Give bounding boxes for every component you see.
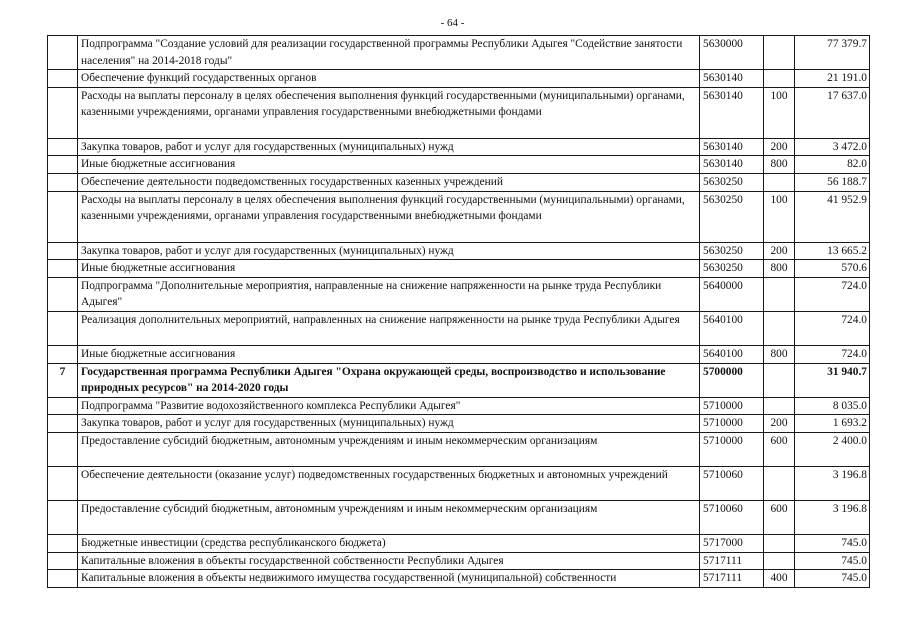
item-name-cell: Обеспечение деятельности подведомственных государственных казенных учреждений <box>78 173 700 191</box>
target-code-cell: 5717111 <box>700 552 764 570</box>
item-name-cell: Иные бюджетные ассигнования <box>78 260 700 278</box>
expense-type-cell <box>764 277 795 311</box>
target-code-cell: 5717000 <box>700 534 764 552</box>
expense-type-cell: 200 <box>764 242 795 260</box>
target-code-cell: 5640100 <box>700 311 764 345</box>
table-row <box>48 70 870 88</box>
amount-cell: 570.6 <box>795 260 870 278</box>
table-row <box>48 138 870 156</box>
row-number-cell <box>48 415 78 433</box>
table-row <box>48 156 870 174</box>
item-name-cell: Обеспечение функций государственных органов <box>78 70 700 88</box>
amount-cell: 2 400.0 <box>795 432 870 466</box>
item-name-cell: Расходы на выплаты персоналу в целях обеспечения выполнения функций государственными (муниципальными) органами, казенными учреждениями, органами управления государственными внебюджетными фондами <box>78 87 700 138</box>
expense-type-cell <box>764 397 795 415</box>
table-row <box>48 432 870 466</box>
expense-type-cell: 200 <box>764 138 795 156</box>
row-number-cell <box>48 466 78 500</box>
row-number-cell <box>48 173 78 191</box>
expense-type-cell <box>764 363 795 397</box>
row-number-cell <box>48 156 78 174</box>
item-name-cell: Реализация дополнительных мероприятий, направленных на снижение напряженности на рынке труда Республики Адыгея <box>78 311 700 345</box>
target-code-cell: 5710000 <box>700 397 764 415</box>
target-code-cell: 5630000 <box>700 36 764 70</box>
target-code-cell: 5640100 <box>700 345 764 363</box>
row-number-cell <box>48 70 78 88</box>
item-name-cell: Подпрограмма "Развитие водохозяйственного комплекса Республики Адыгея" <box>78 397 700 415</box>
row-number-cell <box>48 191 78 242</box>
row-number-cell <box>48 242 78 260</box>
row-number-cell <box>48 260 78 278</box>
amount-cell: 3 472.0 <box>795 138 870 156</box>
row-number-cell <box>48 432 78 466</box>
table-row <box>48 570 870 588</box>
target-code-cell: 5630250 <box>700 191 764 242</box>
target-code-cell: 5630140 <box>700 156 764 174</box>
amount-cell: 724.0 <box>795 277 870 311</box>
amount-cell: 724.0 <box>795 345 870 363</box>
expense-type-cell <box>764 534 795 552</box>
expense-type-cell <box>764 36 795 70</box>
expense-type-cell: 800 <box>764 345 795 363</box>
table-row <box>48 466 870 500</box>
table-row <box>48 311 870 345</box>
table-row <box>48 363 870 397</box>
expense-type-cell: 100 <box>764 191 795 242</box>
table-row <box>48 191 870 242</box>
row-number-cell <box>48 311 78 345</box>
budget-table-body <box>48 36 870 588</box>
row-number-cell <box>48 138 78 156</box>
amount-cell: 56 188.7 <box>795 173 870 191</box>
expense-type-cell <box>764 70 795 88</box>
item-name-cell: Иные бюджетные ассигнования <box>78 345 700 363</box>
table-row <box>48 277 870 311</box>
target-code-cell: 5710060 <box>700 466 764 500</box>
item-name-cell: Подпрограмма "Создание условий для реализации государственной программы Республики Адыгея "Содействие занятости населения" на 2014-2018 годы" <box>78 36 700 70</box>
table-row <box>48 242 870 260</box>
target-code-cell: 5630250 <box>700 242 764 260</box>
table-row <box>48 87 870 138</box>
row-number-cell <box>48 570 78 588</box>
expense-type-cell <box>764 552 795 570</box>
expense-type-cell: 800 <box>764 260 795 278</box>
target-code-cell: 5717111 <box>700 570 764 588</box>
expense-type-cell: 200 <box>764 415 795 433</box>
item-name-cell: Предоставление субсидий бюджетным, автономным учреждениям и иным некоммерческим организациям <box>78 500 700 534</box>
amount-cell: 745.0 <box>795 534 870 552</box>
expense-type-cell: 800 <box>764 156 795 174</box>
item-name-cell: Закупка товаров, работ и услуг для государственных (муниципальных) нужд <box>78 242 700 260</box>
table-row <box>48 173 870 191</box>
row-number-cell <box>48 277 78 311</box>
target-code-cell: 5630250 <box>700 173 764 191</box>
item-name-cell: Закупка товаров, работ и услуг для государственных (муниципальных) нужд <box>78 138 700 156</box>
target-code-cell: 5710000 <box>700 415 764 433</box>
amount-cell: 13 665.2 <box>795 242 870 260</box>
table-row <box>48 260 870 278</box>
row-number-cell <box>48 534 78 552</box>
expense-type-cell: 100 <box>764 87 795 138</box>
item-name-cell: Расходы на выплаты персоналу в целях обеспечения выполнения функций государственными (муниципальными) органами, казенными учреждениями, органами управления государственными внебюджетными фондами <box>78 191 700 242</box>
amount-cell: 21 191.0 <box>795 70 870 88</box>
expense-type-cell <box>764 311 795 345</box>
item-name-cell: Подпрограмма "Дополнительные мероприятия, направленные на снижение напряженности на рынке труда Республики Адыгея" <box>78 277 700 311</box>
target-code-cell: 5710000 <box>700 432 764 466</box>
row-number-cell <box>48 36 78 70</box>
target-code-cell: 5630250 <box>700 260 764 278</box>
page-number: - 64 - <box>440 17 465 29</box>
row-number-cell <box>48 397 78 415</box>
budget-table <box>47 35 870 588</box>
amount-cell: 41 952.9 <box>795 191 870 242</box>
expense-type-cell <box>764 173 795 191</box>
expense-type-cell: 600 <box>764 432 795 466</box>
target-code-cell: 5630140 <box>700 138 764 156</box>
amount-cell: 3 196.8 <box>795 466 870 500</box>
amount-cell: 745.0 <box>795 570 870 588</box>
item-name-cell: Капитальные вложения в объекты государственной собственности Республики Адыгея <box>78 552 700 570</box>
item-name-cell: Капитальные вложения в объекты недвижимого имущества государственной (муниципальной) собственности <box>78 570 700 588</box>
row-number-cell <box>48 500 78 534</box>
table-row <box>48 36 870 70</box>
amount-cell: 82.0 <box>795 156 870 174</box>
target-code-cell: 5630140 <box>700 70 764 88</box>
amount-cell: 77 379.7 <box>795 36 870 70</box>
amount-cell: 745.0 <box>795 552 870 570</box>
target-code-cell: 5710060 <box>700 500 764 534</box>
amount-cell: 3 196.8 <box>795 500 870 534</box>
amount-cell: 1 693.2 <box>795 415 870 433</box>
table-row <box>48 397 870 415</box>
table-row <box>48 552 870 570</box>
table-row <box>48 500 870 534</box>
item-name-cell: Иные бюджетные ассигнования <box>78 156 700 174</box>
amount-cell: 17 637.0 <box>795 87 870 138</box>
row-number-cell <box>48 345 78 363</box>
row-number-cell <box>48 552 78 570</box>
amount-cell: 31 940.7 <box>795 363 870 397</box>
item-name-cell: Предоставление субсидий бюджетным, автономным учреждениям и иным некоммерческим организациям <box>78 432 700 466</box>
table-row <box>48 415 870 433</box>
row-number-cell: 7 <box>48 363 78 397</box>
table-row <box>48 345 870 363</box>
item-name-cell: Закупка товаров, работ и услуг для государственных (муниципальных) нужд <box>78 415 700 433</box>
amount-cell: 724.0 <box>795 311 870 345</box>
item-name-cell: Государственная программа Республики Адыгея "Охрана окружающей среды, воспроизводство и использование природных ресурсов" на 2014-2020 годы <box>78 363 700 397</box>
target-code-cell: 5630140 <box>700 87 764 138</box>
item-name-cell: Обеспечение деятельности (оказание услуг) подведомственных государственных бюджетных и автономных учреждений <box>78 466 700 500</box>
table-row <box>48 534 870 552</box>
expense-type-cell: 600 <box>764 500 795 534</box>
target-code-cell: 5700000 <box>700 363 764 397</box>
item-name-cell: Бюджетные инвестиции (средства республиканского бюджета) <box>78 534 700 552</box>
row-number-cell <box>48 87 78 138</box>
expense-type-cell <box>764 466 795 500</box>
expense-type-cell: 400 <box>764 570 795 588</box>
target-code-cell: 5640000 <box>700 277 764 311</box>
amount-cell: 8 035.0 <box>795 397 870 415</box>
